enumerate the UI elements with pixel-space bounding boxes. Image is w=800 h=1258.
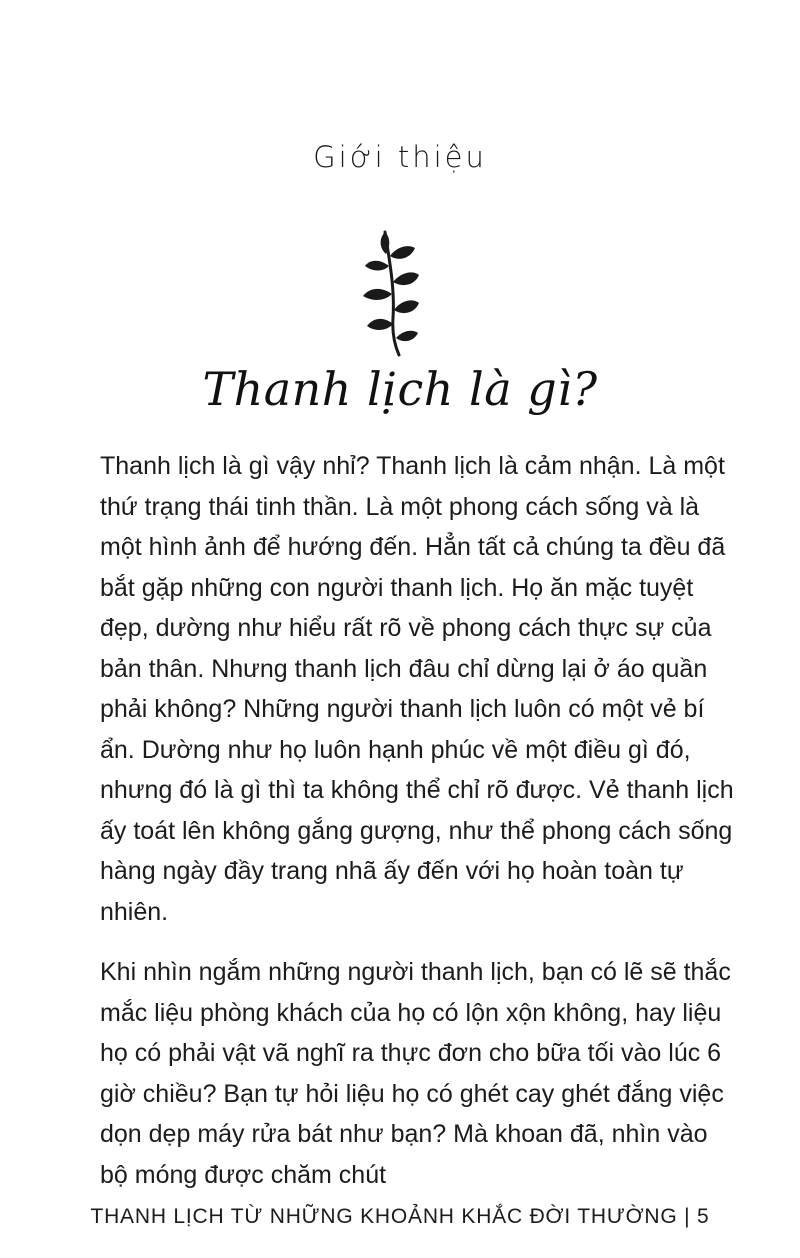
body-text: [100, 446, 740, 1215]
paragraph-2: Khi nhìn ngắm những người thanh lịch, bạn có lẽ sẽ thắc mắc liệu phòng khách của họ có lộn xộn không, hay liệu họ có phải vật vã nghĩ ra thực đơn cho bữa tối vào lúc 6 giờ chiều? Bạn tự hỏi liệu họ có ghét cay ghét đắng việc dọn dẹp máy rửa bát như bạn? Mà khoan đã, nhìn vào bộ móng được chăm chút: [100, 958, 731, 1189]
chapter-title: Thanh lịch là gì?: [202, 362, 598, 416]
section-label: Giới thiệu: [313, 140, 487, 174]
running-title: THANH LỊCH TỪ NHỮNG KHOẢNH KHẮC ĐỜI THƯỜNG: [90, 1205, 678, 1228]
footer-separator: |: [684, 1205, 691, 1228]
paragraph-1: Thanh lịch là gì vậy nhỉ? Thanh lịch là cảm nhận. Là một thứ trạng thái tinh thần. Là một phong cách sống và là một hình ảnh để hướng đến. Hẳn tất cả chúng ta đều đã bắt gặp những con người thanh lịch. Họ ăn mặc tuyệt đẹp, dường như hiểu rất rõ về phong cách thực sự của bản thân. Nhưng thanh lịch đâu chỉ dừng lại ở áo quần phải không? Những người thanh lịch luôn có một vẻ bí ẩn. Dường như họ luôn hạnh phúc về một điều gì đó, nhưng đó là gì thì ta không thể chỉ rõ được. Vẻ thanh lịch ấy toát lên không gắng gượng, như thể phong cách sống hàng ngày đầy trang nhã ấy đến với họ hoàn toàn tự nhiên.: [100, 452, 734, 926]
leaf-sprig-icon: [355, 228, 425, 358]
page-footer: [0, 1205, 800, 1229]
page-number: 5: [697, 1205, 710, 1228]
